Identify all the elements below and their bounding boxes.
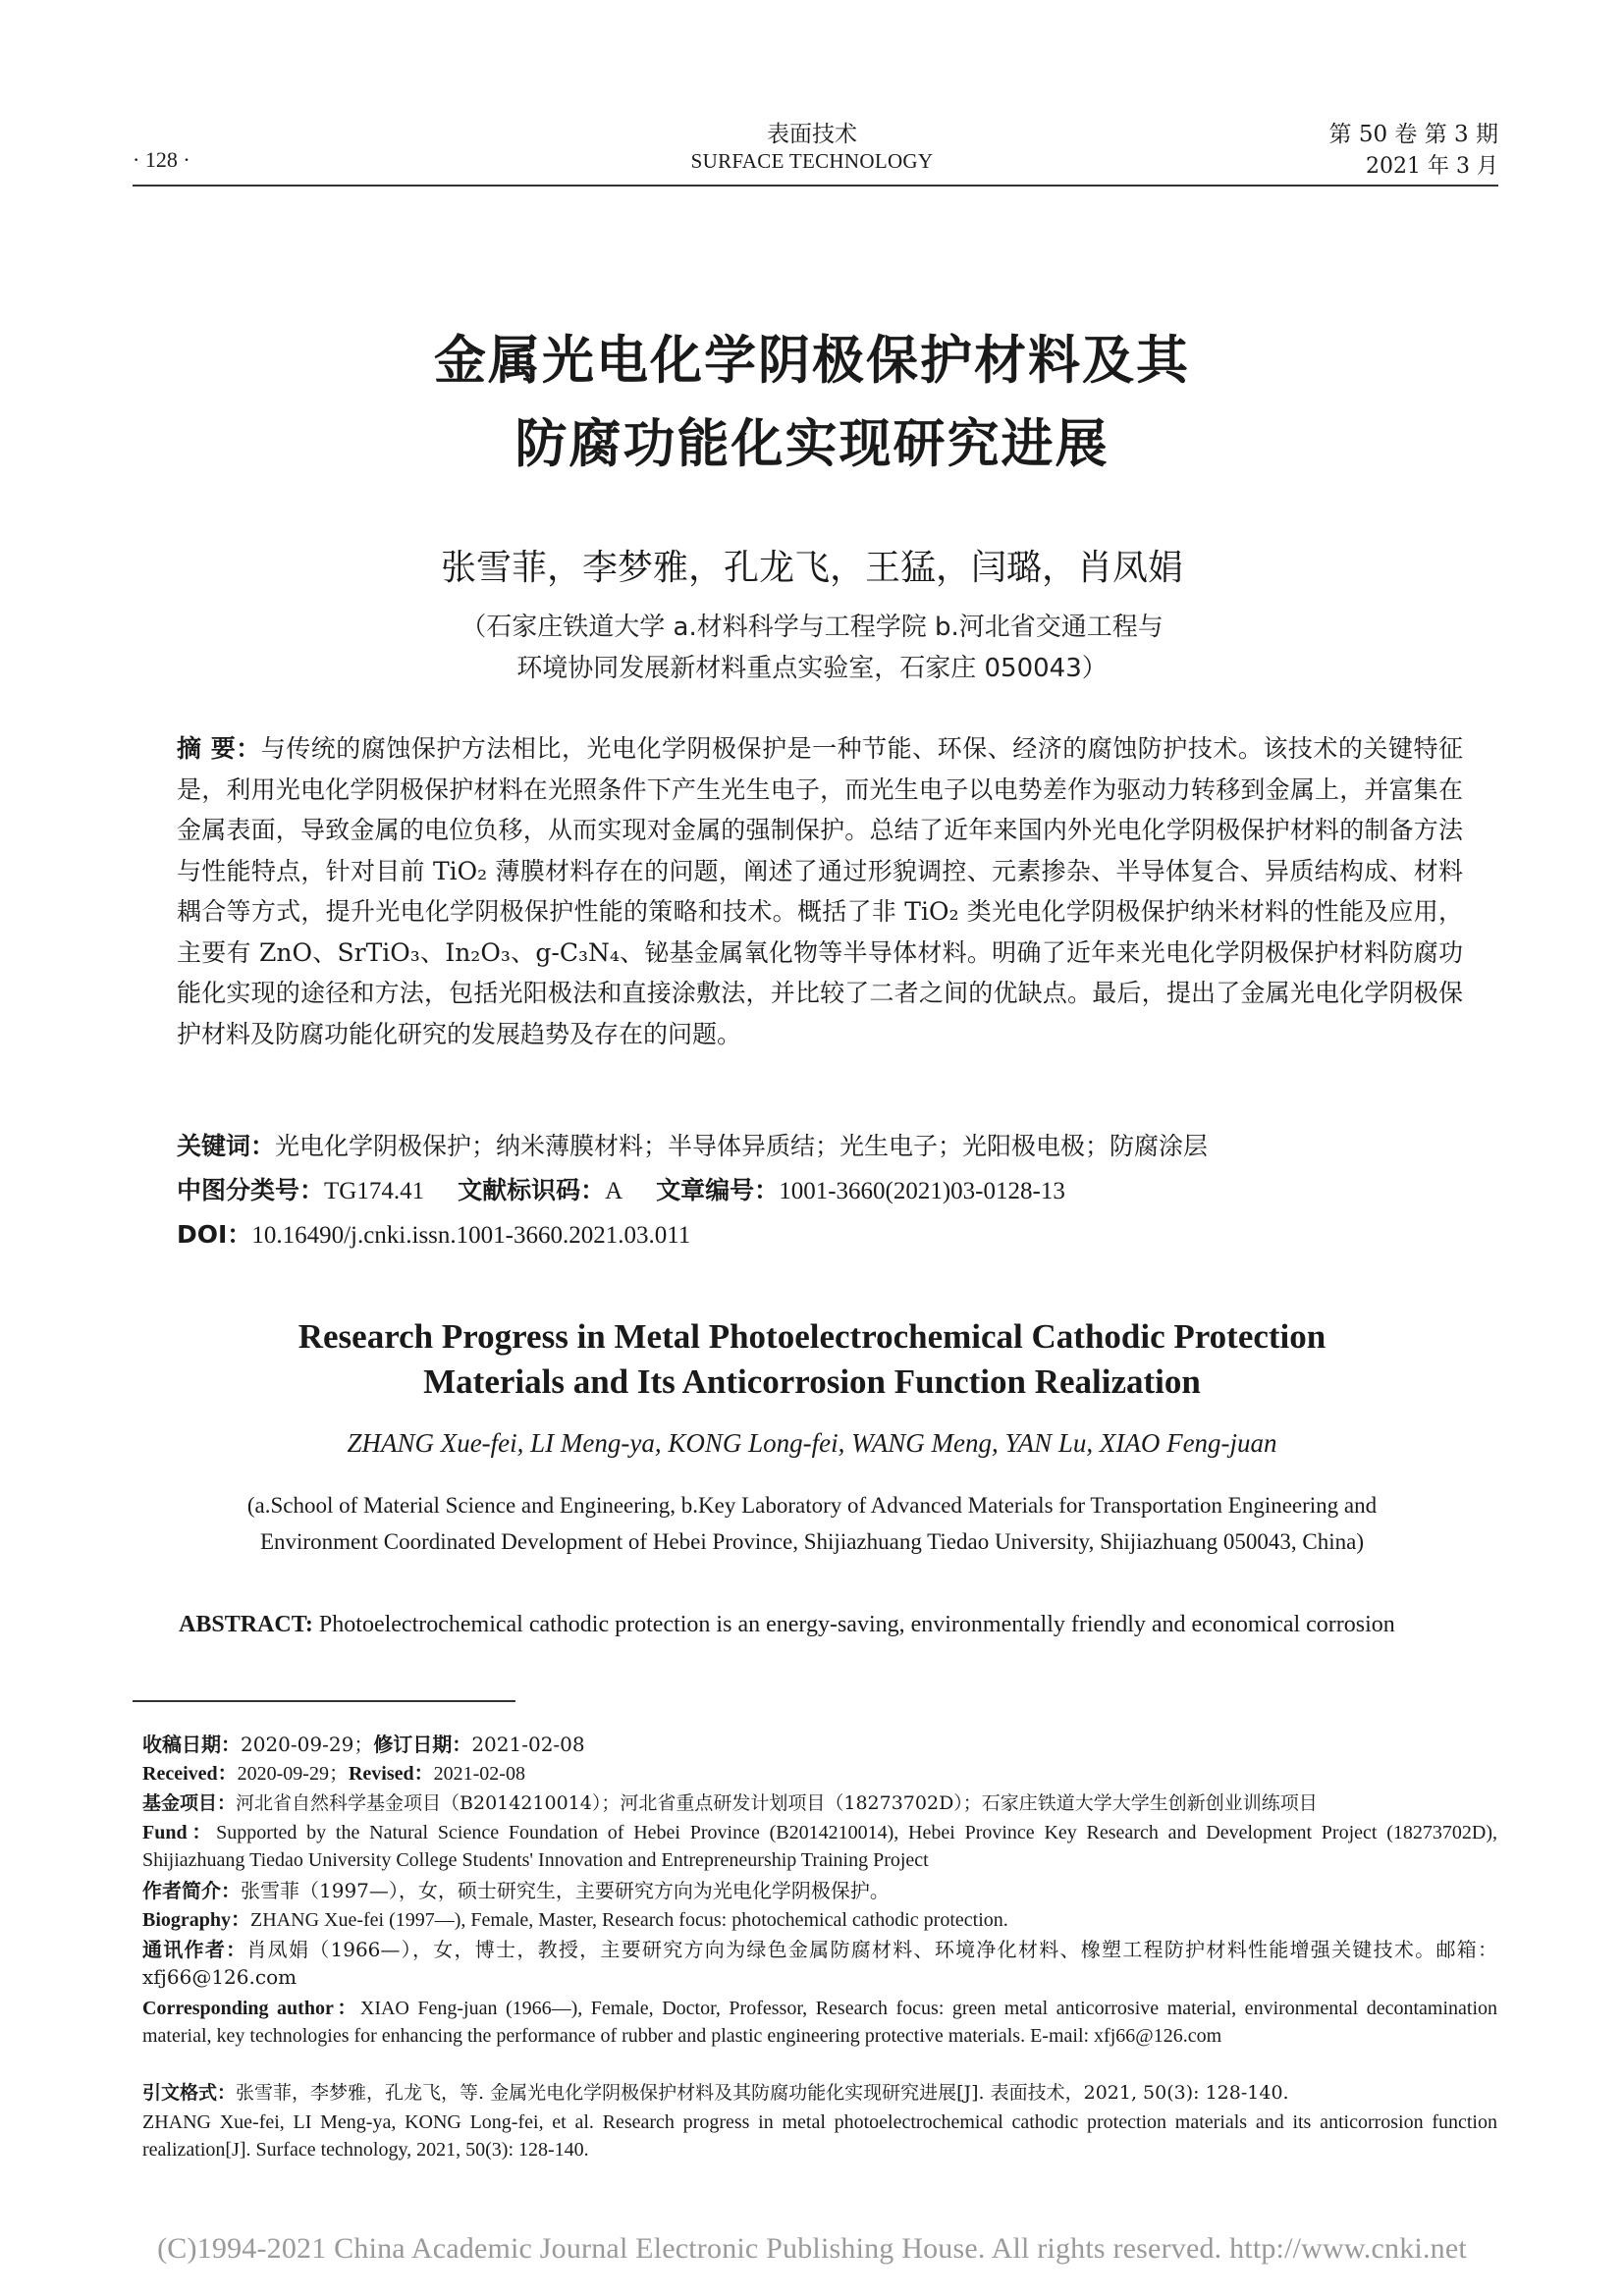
clc-label: 中图分类号：: [177, 1176, 325, 1204]
abstract-cn-label: 摘 要：: [177, 734, 261, 763]
footnote-corr-cn: [142, 1936, 1497, 1991]
bio-en-label: Biography：: [142, 1909, 251, 1931]
bio-cn-label: 作者简介：: [142, 1879, 241, 1902]
fund-cn-label: 基金项目：: [142, 1792, 237, 1814]
abstract-en-label: ABSTRACT:: [179, 1612, 313, 1637]
journal-name-en: SURFACE TECHNOLOGY: [690, 149, 934, 173]
page-number: · 128 ·: [133, 147, 190, 172]
fund-en-label: Fund：: [142, 1822, 217, 1843]
affiliation-cn-line1: （石家庄铁道大学 a.材料科学与工程学院 b.河北省交通工程与: [460, 613, 1164, 642]
english-title-line1: Research Progress in Metal Photoelectrochemical Cathodic Protection: [298, 1317, 1326, 1356]
fund-en-value: Supported by the Natural Science Foundation of Hebei Province (B2014210014), Hebei Province Key Research and Development Project (18273702D), Shijiazhuang Tiedao University College Students' Innovation and Entrepreneurship Training Project: [142, 1822, 1497, 1871]
abstract-en: [179, 1612, 1465, 1638]
classification-line: [177, 1171, 1463, 1206]
revised-cn-value: 2021-02-08: [471, 1733, 585, 1756]
abstract-cn-text: 与传统的腐蚀保护方法相比，光电化学阴极保护是一种节能、环保、经济的腐蚀防护技术。该技术的关键特征是，利用光电化学阴极保护材料在光照条件下产生光生电子，而光生电子以电势差作为驱动力转移到金属上，并富集在金属表面，导致金属的电位负移，从而实现对金属的强制保护。总结了近年来国内外光电化学阴极保护材料的制备方法与性能特点，针对目前 TiO₂ 薄膜材料存在的问题，阐述了通过形貌调控、元素掺杂、半导体复合、异质结构成、材料耦合等方式，提升光电化学阴极保护性能的策略和技术。概括了非 TiO₂ 类光电化学阴极保护纳米材料的性能及应用，主要有 ZnO、SrTiO₃、In₂O₃、g-C₃N₄、铋基金属氧化物等半导体材料。明确了近年来光电化学阴极保护材料防腐功能化实现的途径和方法，包括光阳极法和直接涂敷法，并比较了二者之间的优缺点。最后，提出了金属光电化学阴极保护材料及防腐功能化研究的发展趋势及存在的问题。: [177, 734, 1463, 1048]
footnote-cite-en: ZHANG Xue-fei, LI Meng-ya, KONG Long-fei, et al. Research progress in metal photoelectrochemical cathodic protection materials and its anticorrosion function realization[J]. Surface technology, 2021, 50(3): 128-140.: [142, 2111, 1497, 2161]
authors-en: ZHANG Xue-fei, LI Meng-ya, KONG Long-fei, WANG Meng, YAN Lu, XIAO Feng-juan: [347, 1428, 1277, 1458]
footnote-bio-cn: [142, 1877, 1497, 1904]
affiliation-cn-line2: 环境协同发展新材料重点实验室，石家庄 050043）: [516, 654, 1108, 683]
authors-cn: 张雪菲，李梦雅，孔龙飞，王猛，闫璐，肖凤娟: [440, 548, 1183, 588]
revised-cn-label: 修订日期：: [373, 1733, 472, 1756]
keywords-cn: [177, 1127, 1463, 1162]
doc-code-label: 文献标识码：: [458, 1176, 606, 1204]
clc-value: TG174.41: [324, 1178, 425, 1204]
journal-name-cn: 表面技术: [767, 122, 857, 147]
header-rule: [133, 185, 1498, 187]
received-en-label: Received：: [142, 1763, 238, 1785]
received-en-value: 2020-09-29；: [237, 1763, 349, 1785]
keywords-cn-label: 关键词：: [177, 1132, 276, 1160]
cite-cn-label: 引文格式：: [142, 2082, 237, 2104]
paper-title-line1: 金属光电化学阴极保护材料及其: [434, 331, 1190, 391]
affiliation-en-line2: Environment Coordinated Development of Hebei Province, Shijiazhuang Tiedao University, Shijiazhuang 050043, China): [259, 1529, 1365, 1554]
doi-line: [177, 1215, 1463, 1251]
footnote-received-en: [142, 1760, 1497, 1788]
volume-issue: 第 50 卷 第 3 期: [1328, 122, 1498, 147]
revised-en-value: 2021-02-08: [433, 1763, 525, 1785]
corr-en-value: XIAO Feng-juan (1966—), Female, Doctor, Professor, Research focus: green metal anticorrosive material, environmental decontamination material, key technologies for enhancing the performance of rubber and plastic engineering protective materials. E-mail: xfj66@126.com: [142, 1998, 1498, 2047]
doi-value[interactable]: 10.16490/j.cnki.issn.1001-3660.2021.03.011: [251, 1222, 691, 1249]
cite-cn-value: 张雪菲，李梦雅，孔龙飞，等. 金属光电化学阴极保护材料及其防腐功能化实现研究进展[J]. 表面技术，2021, 50(3): 128-140.: [236, 2082, 1289, 2104]
copyright-notice: (C)1994-2021 China Academic Journal Electronic Publishing House. All rights reserved. http://www.cnki.net: [157, 2232, 1467, 2265]
corr-en-label: Corresponding author：: [142, 1998, 360, 2019]
footnote-corr-en: [142, 1995, 1497, 2050]
corr-cn-label: 通讯作者：: [142, 1938, 247, 1961]
revised-en-label: Revised：: [348, 1763, 434, 1785]
affiliation-en-line1: (a.School of Material Science and Engineering, b.Key Laboratory of Advanced Materials for Transportation Engineering and: [246, 1493, 1378, 1518]
footnote-bio-en: [142, 1906, 1497, 1934]
footnote-fund-cn: [142, 1789, 1497, 1817]
keywords-cn-text: 光电化学阴极保护；纳米薄膜材料；半导体异质结；光生电子；光阳极电极；防腐涂层: [275, 1132, 1209, 1160]
bio-en-value: ZHANG Xue-fei (1997—), Female, Master, Research focus: photochemical cathodic protection.: [250, 1909, 1008, 1931]
received-cn-label: 收稿日期：: [142, 1733, 241, 1756]
footnote-received-cn: [142, 1731, 1497, 1758]
english-title-line2: Materials and Its Anticorrosion Function Realization: [423, 1362, 1201, 1401]
corr-cn-value: 肖凤娟（1966—），女，博士，教授，主要研究方向为绿色金属防腐材料、环境净化材料、橡塑工程防护材料性能增强关键技术。邮箱：xfj66@126.com: [142, 1938, 1498, 1989]
bio-cn-value: 张雪菲（1997—），女，硕士研究生，主要研究方向为光电化学阴极保护。: [241, 1879, 890, 1902]
abstract-cn: [177, 728, 1463, 1054]
fund-cn-value: 河北省自然科学基金项目（B2014210014）；河北省重点研发计划项目（18273702D）；石家庄铁道大学大学生创新创业训练项目: [236, 1792, 1318, 1814]
footnote-cite-cn: [142, 2079, 1497, 2107]
footnote-rule: [133, 1700, 515, 1702]
article-number-label: 文章编号：: [656, 1176, 780, 1204]
article-number-value: 1001-3660(2021)03-0128-13: [779, 1178, 1065, 1204]
doc-code-value: A: [605, 1178, 623, 1204]
paper-title-line2: 防腐功能化实现研究进展: [514, 414, 1110, 474]
doi-label: DOI：: [177, 1220, 252, 1249]
abstract-en-text: Photoelectrochemical cathodic protection is an energy-saving, environmentally friendly and economical corrosion: [312, 1612, 1395, 1637]
issue-date: 2021 年 3 月: [1366, 154, 1498, 179]
footnote-fund-en: [142, 1819, 1497, 1874]
received-cn-value: 2020-09-29；: [241, 1733, 374, 1756]
